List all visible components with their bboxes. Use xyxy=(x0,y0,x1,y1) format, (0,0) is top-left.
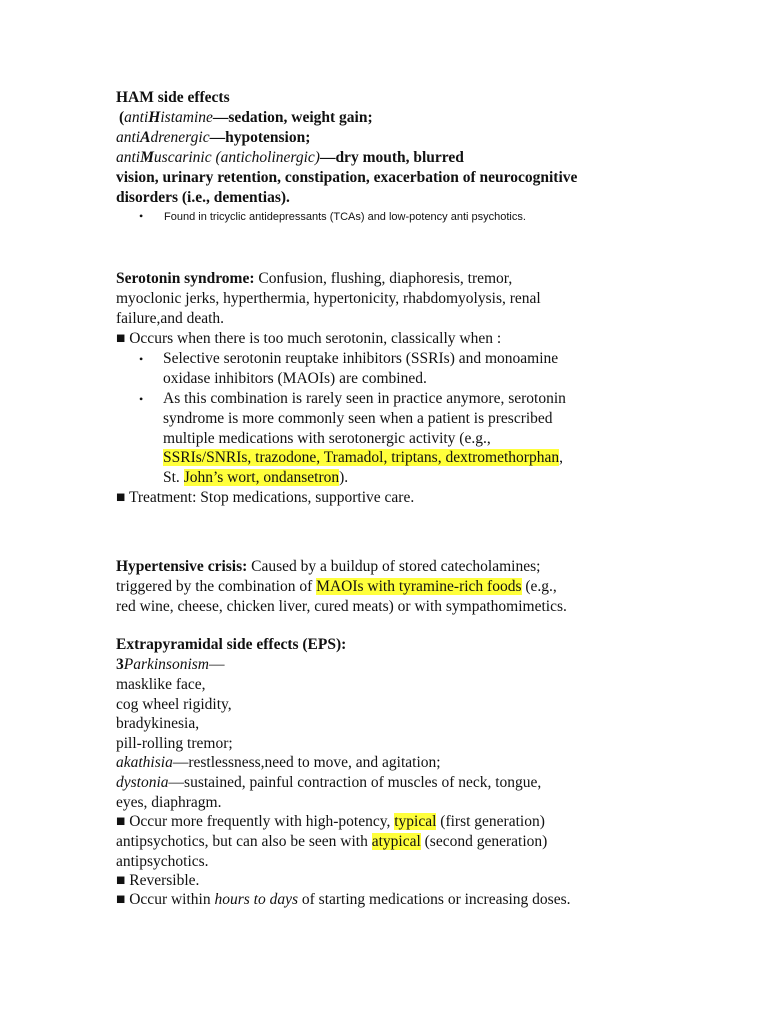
eps-line-5: pill-rolling tremor; xyxy=(116,735,233,752)
eps-line-3: cog wheel rigidity, xyxy=(116,696,232,713)
eps-title: Extrapyramidal side effects (EPS): xyxy=(116,636,347,653)
highlight: typical xyxy=(394,813,437,830)
eps-line-13: ■ Occur within hours to days of starting medications or increasing doses. xyxy=(116,891,571,908)
bullet-icon: • xyxy=(139,209,144,223)
highlight: SSRIs/SNRIs, trazodone, Tramadol, triptans, dextromethorphan xyxy=(163,449,560,466)
serotonin-line-4: ■ Occurs when there is too much serotonin, classically when : xyxy=(116,330,502,347)
eps-line-1: 3Parkinsonism— xyxy=(116,656,225,673)
serotonin-line-1: Serotonin syndrome: Confusion, flushing, diaphoresis, tremor, xyxy=(116,270,513,287)
bullet-icon: • xyxy=(139,392,144,406)
ham-line-2: antiAdrenergic—hypotension; xyxy=(116,129,311,146)
serotonin-line-3: failure,and death. xyxy=(116,310,225,327)
highlight: John’s wort, ondansetron xyxy=(183,469,340,486)
highlight: atypical xyxy=(371,833,421,850)
hypertensive-line-1: Hypertensive crisis: Caused by a buildup of stored catecholamines; xyxy=(116,558,541,575)
ham-line-3: antiMuscarinic (anticholinergic)—dry mouth, blurred xyxy=(116,149,464,166)
eps-line-12: ■ Reversible. xyxy=(116,872,200,889)
eps-line-4: bradykinesia, xyxy=(116,715,200,732)
hypertensive-line-2: triggered by the combination of MAOIs with tyramine-rich foods (e.g., xyxy=(116,578,557,595)
serotonin-bullet-2-line-2: syndrome is more commonly seen when a patient is prescribed xyxy=(163,410,553,427)
hypertensive-line-3: red wine, cheese, chicken liver, cured meats) or with sympathomimetics. xyxy=(116,598,567,615)
eps-line-2: masklike face, xyxy=(116,676,206,693)
ham-line-1: (antiHistamine—sedation, weight gain; xyxy=(119,109,373,126)
ham-title: HAM side effects xyxy=(116,89,230,106)
eps-line-10: antipsychotics, but can also be seen with atypical (second generation) xyxy=(116,833,548,850)
bullet-icon: • xyxy=(139,352,144,366)
highlight: MAOIs with tyramine-rich foods xyxy=(316,578,522,595)
ham-bullet-text: Found in tricyclic antidepressants (TCAs) and low-potency anti psychotics. xyxy=(164,211,526,223)
serotonin-bullet-2-line-3: multiple medications with serotonergic activity (e.g., xyxy=(163,430,491,447)
serotonin-title: Serotonin syndrome: xyxy=(116,270,255,287)
eps-line-9: ■ Occur more frequently with high-potency, typical (first generation) xyxy=(116,813,545,830)
eps-line-11: antipsychotics. xyxy=(116,853,209,870)
serotonin-treatment: ■ Treatment: Stop medications, supportive care. xyxy=(116,489,415,506)
serotonin-bullet-1-line-2: oxidase inhibitors (MAOIs) are combined. xyxy=(163,370,427,387)
serotonin-bullet-2-line-4: SSRIs/SNRIs, trazodone, Tramadol, triptans, dextromethorphan, xyxy=(163,449,563,466)
serotonin-line-2: myoclonic jerks, hyperthermia, hypertonicity, rhabdomyolysis, renal xyxy=(116,290,541,307)
eps-line-8: eyes, diaphragm. xyxy=(116,794,222,811)
ham-line-4: vision, urinary retention, constipation, exacerbation of neurocognitive xyxy=(116,169,578,186)
serotonin-bullet-2-line-1: As this combination is rarely seen in practice anymore, serotonin xyxy=(163,390,566,407)
hypertensive-title: Hypertensive crisis: xyxy=(116,558,248,575)
eps-line-6: akathisia—restlessness,need to move, and agitation; xyxy=(116,754,441,771)
serotonin-bullet-1-line-1: Selective serotonin reuptake inhibitors (SSRIs) and monoamine xyxy=(163,350,559,367)
ham-line-5: disorders (i.e., dementias). xyxy=(116,189,290,206)
eps-line-7: dystonia—sustained, painful contraction of muscles of neck, tongue, xyxy=(116,774,542,791)
serotonin-bullet-2-line-5: St. John’s wort, ondansetron). xyxy=(163,469,349,486)
